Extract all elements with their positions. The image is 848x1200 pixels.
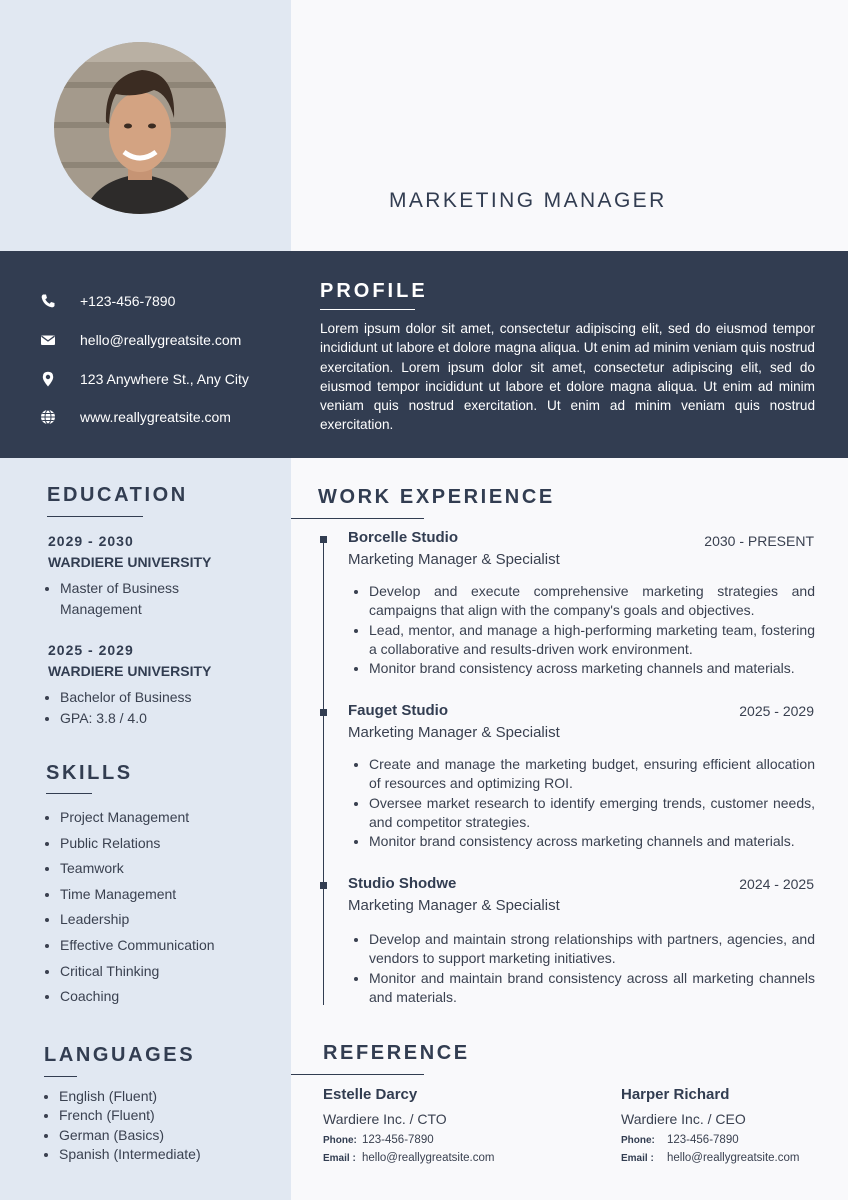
list-item: • Time Management	[60, 882, 280, 908]
list-item: • Create and manage the marketing budget, ensuring efficient allocation of resources and optimizing ROI.	[369, 755, 815, 794]
list-item: • Coaching	[60, 984, 280, 1010]
list-item: • Bachelor of Business	[60, 687, 260, 708]
timeline-marker	[320, 709, 327, 716]
reference-email[interactable]: hello@reallygreatsite.com	[667, 1152, 800, 1164]
list-item: • Oversee market research to identify emerging trends, customer needs, and competitor strategies.	[369, 794, 815, 833]
list-item: • German (Basics)	[59, 1126, 279, 1145]
reference-email-label: Email :	[323, 1153, 356, 1164]
reference-organization: Wardiere Inc. / CEO	[621, 1111, 746, 1127]
job-company: Borcelle Studio	[348, 529, 459, 546]
reference-phone-label: Phone:	[323, 1135, 357, 1146]
profile-text: Lorem ipsum dolor sit amet, consectetur adipiscing elit, sed do eiusmod tempor incididunt ut labore et dolore magna aliqua. Ut enim ad minim veniam quis nostrud exercitation. Lorem ipsum dolor sit amet, consectetur adipiscing elit, sed do eiusmod tempor incididunt ut labore et dolore magna aliqua. Ut enim ad minim veniam quis nostrud exercitation. Ut enim ad minim veniam quis nostrud exercitation.	[320, 321, 815, 433]
job-duties-list	[348, 755, 815, 851]
list-item: • Public Relations	[60, 831, 280, 857]
reference-heading: REFERENCE	[323, 1042, 470, 1064]
phone-icon	[40, 293, 56, 309]
job-dates: 2030 - PRESENT	[704, 533, 814, 549]
job-duties-list	[348, 582, 815, 678]
job-dates: 2024 - 2025	[739, 876, 814, 892]
website-text[interactable]: www.reallygreatsite.com	[80, 409, 231, 425]
work-experience-divider	[291, 518, 424, 519]
languages-divider	[44, 1076, 77, 1077]
reference-email-label: Email :	[621, 1153, 654, 1164]
languages-heading: LANGUAGES	[44, 1044, 196, 1066]
education-school: WARDIERE UNIVERSITY	[48, 554, 212, 570]
skills-divider	[46, 793, 92, 794]
reference-phone-label: Phone:	[621, 1135, 655, 1146]
globe-icon	[40, 409, 56, 425]
education-detail-list	[42, 687, 260, 729]
address-text: 123 Anywhere St., Any City	[80, 371, 249, 387]
job-duties-list	[348, 930, 815, 1007]
profile-divider	[320, 309, 415, 310]
job-dates: 2025 - 2029	[739, 703, 814, 719]
location-pin-icon	[40, 371, 56, 387]
job-company: Fauget Studio	[348, 702, 448, 719]
work-experience-heading: WORK EXPERIENCE	[318, 486, 555, 508]
profile-heading: PROFILE	[320, 280, 428, 302]
list-item: • Master of Business Management	[60, 578, 240, 620]
timeline-marker	[320, 536, 327, 543]
list-item: • Monitor brand consistency across marketing channels and materials.	[369, 832, 815, 851]
reference-email[interactable]: hello@reallygreatsite.com	[362, 1152, 495, 1164]
list-item: • Project Management	[60, 805, 280, 831]
list-item: • Develop and maintain strong relationships with partners, agencies, and vendors to support marketing initiatives.	[369, 930, 815, 969]
list-item: • Lead, mentor, and manage a high-performing marketing team, fostering a collaborative and results-driven work environment.	[369, 621, 815, 660]
skills-list	[42, 805, 280, 1010]
list-item: • Effective Communication	[60, 933, 280, 959]
skills-heading: SKILLS	[46, 762, 133, 784]
education-school: WARDIERE UNIVERSITY	[48, 663, 212, 679]
languages-list	[41, 1087, 279, 1165]
education-years: 2029 - 2030	[48, 533, 134, 549]
contact-website	[40, 406, 280, 428]
list-item: • Monitor and maintain brand consistency across all marketing channels and materials.	[369, 969, 815, 1008]
contact-phone	[40, 290, 280, 312]
job-role: Marketing Manager & Specialist	[348, 551, 560, 568]
education-years: 2025 - 2029	[48, 642, 134, 658]
job-company: Studio Shodwe	[348, 875, 457, 892]
timeline-line	[323, 540, 324, 1005]
email-text[interactable]: hello@reallygreatsite.com	[80, 332, 242, 348]
education-heading: EDUCATION	[47, 484, 188, 506]
reference-divider	[291, 1074, 424, 1075]
list-item: • English (Fluent)	[59, 1087, 279, 1106]
education-detail-list	[42, 578, 240, 620]
reference-phone[interactable]: 123-456-7890	[667, 1134, 739, 1146]
list-item: • GPA: 3.8 / 4.0	[60, 708, 260, 729]
phone-text[interactable]: +123-456-7890	[80, 293, 176, 309]
job-role: Marketing Manager & Specialist	[348, 724, 560, 741]
contact-email	[40, 329, 280, 351]
mail-icon	[40, 332, 56, 348]
list-item: • Develop and execute comprehensive marketing strategies and campaigns that align with the company's goals and objectives.	[369, 582, 815, 621]
list-item: • Monitor brand consistency across marketing channels and materials.	[369, 659, 815, 678]
contact-address	[40, 368, 280, 390]
education-divider	[47, 516, 143, 517]
list-item: • French (Fluent)	[59, 1106, 279, 1125]
job-title: MARKETING MANAGER	[389, 189, 667, 212]
reference-name: Harper Richard	[621, 1086, 730, 1103]
list-item: • Leadership	[60, 907, 280, 933]
reference-name: Estelle Darcy	[323, 1086, 418, 1103]
list-item: • Teamwork	[60, 856, 280, 882]
reference-organization: Wardiere Inc. / CTO	[323, 1111, 447, 1127]
timeline-marker	[320, 882, 327, 889]
profile-photo	[54, 42, 226, 214]
list-item: • Spanish (Intermediate)	[59, 1145, 279, 1164]
list-item: • Critical Thinking	[60, 959, 280, 985]
job-role: Marketing Manager & Specialist	[348, 897, 560, 914]
reference-phone[interactable]: 123-456-7890	[362, 1134, 434, 1146]
